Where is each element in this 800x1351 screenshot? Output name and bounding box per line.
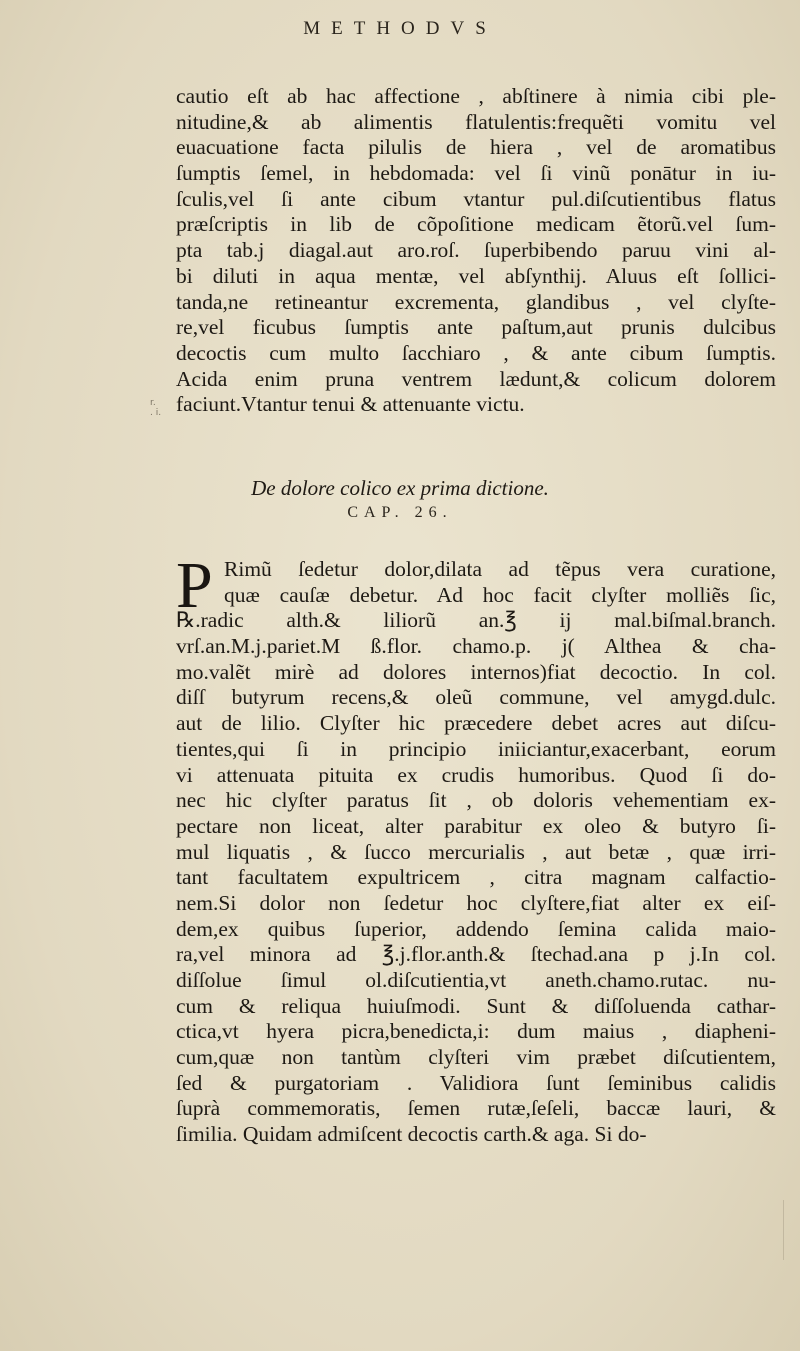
text-line: decoctis cum multo ſacchiaro , & ante cibum ſumptis. bbox=[176, 340, 776, 365]
chapter-number: CAP. 26. bbox=[347, 504, 453, 521]
text-line: Rimũ ſedetur dolor,dilata ad tẽpus vera curatione, bbox=[224, 557, 776, 581]
top-paragraph bbox=[176, 84, 776, 418]
text-line: diſſ butyrum recens,& oleũ commune, vel amygd.dulc. bbox=[176, 685, 776, 710]
running-head: METHODVS bbox=[303, 18, 497, 39]
initial-letter: P bbox=[176, 549, 213, 622]
text-line: pta tab.j diagal.aut aro.roſ. ſuperbibendo paruu vini al- bbox=[176, 238, 776, 263]
text-line: nem.Si dolor non ſedetur hoc clyſtere,fiat alter ex eiſ- bbox=[176, 890, 776, 915]
text-line: ſuprà commemoratis, ſemen rutæ,ſeſeli, baccæ lauri, & bbox=[176, 1096, 776, 1121]
text-line: dem,ex quibus ſuperior, addendo ſemina calida maio- bbox=[176, 916, 776, 941]
text-line: pectare non liceat, alter parabitur ex oleo & butyro ſi- bbox=[176, 813, 776, 838]
text-line: vrſ.an.M.j.pariet.M ß.flor. chamo.p. j( Althea & cha- bbox=[176, 634, 776, 659]
text-line: mul liquatis , & ſucco mercurialis , aut betæ , quæ irri- bbox=[176, 839, 776, 864]
text-line: Acida enim pruna ventrem lædunt,& colicum dolorem bbox=[176, 366, 776, 391]
text-line: ſed & purgatoriam . Validiora ſunt ſeminibus calidis bbox=[176, 1070, 776, 1095]
text-line: ra,vel minora ad ℥.j.flor.anth.& ſtechad.ana p j.In col. bbox=[176, 942, 776, 967]
text-line: mo.valẽt mirè ad dolores internos)fiat decoctio. In col. bbox=[176, 659, 776, 684]
text-line: tanda,ne retineantur excrementa, glandibus , vel clyſte- bbox=[176, 289, 776, 314]
text-line: re,vel ficubus ſumptis ante paſtum,aut prunis dulcibus bbox=[176, 315, 776, 340]
margin-stroke bbox=[783, 1200, 784, 1260]
text-line: nitudine,& ab alimentis flatulentis:frequẽti vomitu vel bbox=[176, 109, 776, 134]
text-line: ctica,vt hyera picra,benedicta,i: dum maius , diapheni- bbox=[176, 1019, 776, 1044]
text-line: cum & reliqua huiuſmodi. Sunt & diſſoluenda cathar- bbox=[176, 993, 776, 1018]
margin-note bbox=[150, 398, 161, 418]
text-line: vi attenuata pituita ex crudis humoribus. Quod ſi do- bbox=[176, 762, 776, 787]
text-line: bi diluti in aqua mentæ, vel abſynthij. Aluus eſt ſollici- bbox=[176, 263, 776, 288]
text-line: quæ cauſæ debetur. Ad hoc facit clyſter molliẽs ſic, bbox=[224, 582, 776, 607]
text-line: diſſolue ſimul ol.diſcutientia,vt aneth.chamo.rutac. nu- bbox=[176, 968, 776, 992]
text-line: tientes,qui ſi in principio iniiciantur,exacerbant, eorum bbox=[176, 736, 776, 761]
text-line: nec hic clyſter paratus ſit , ob doloris vehementiam ex- bbox=[176, 788, 776, 813]
text-line: cautio eſt ab hac affectione , abſtinere à nimia cibi ple- bbox=[176, 84, 776, 108]
text-line: ſculis,vel ſi ante cibum vtantur pul.diſcutientibus flatus bbox=[176, 186, 776, 211]
text-line: tant facultatem expultricem , citra magnam calfactio- bbox=[176, 865, 776, 890]
text-line: ℞.radic alth.& liliorũ an.℥ ij mal.biſmal.branch. bbox=[176, 608, 776, 633]
text-line: cum,quæ non tantùm clyſteri vim præbet diſcutientem, bbox=[176, 1045, 776, 1070]
text-line: faciunt.Vtantur tenui & attenuante victu. bbox=[176, 392, 525, 417]
margin-note-text: r. . i. bbox=[150, 398, 162, 418]
text-line: euacuatione facta pilulis de hiera , vel de aromatibus bbox=[176, 135, 776, 160]
text-line: ſimilia. Quidam admiſcent decoctis carth.& aga. Si do- bbox=[176, 1122, 647, 1147]
text-line: præſcriptis in lib de cõpoſitione medicam ẽtorũ.vel ſum- bbox=[176, 212, 776, 237]
text-line: ſumptis ſemel, in hebdomada: vel ſi vinũ ponātur in iu- bbox=[176, 161, 776, 186]
chapter-heading: De dolore colico ex prima dictione. bbox=[251, 476, 549, 500]
text-line: aut de lilio. Clyſter hic præcedere debet acres aut diſcu- bbox=[176, 711, 776, 736]
chapter-paragraph bbox=[176, 549, 776, 1148]
